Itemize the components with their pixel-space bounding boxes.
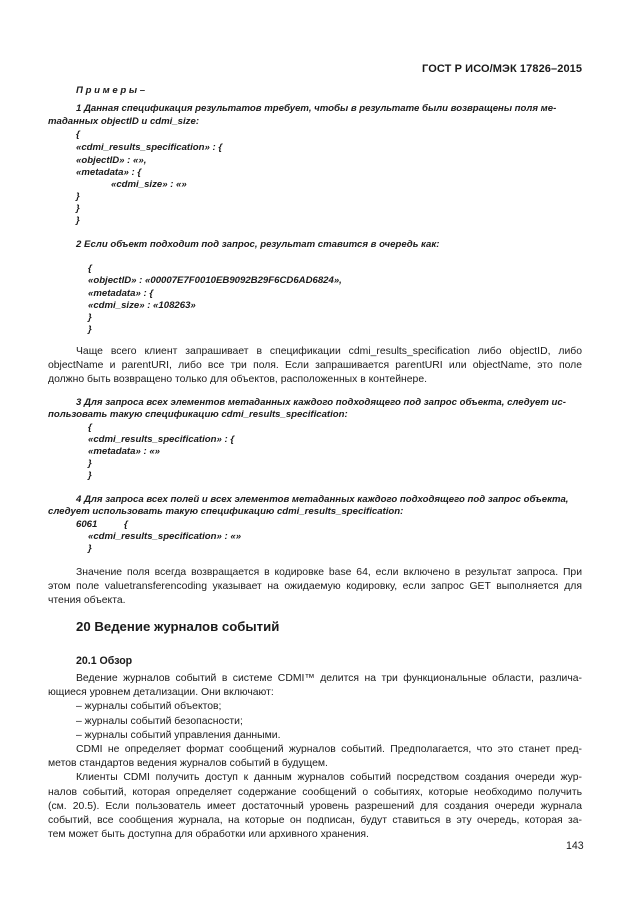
code-line: «metadata» : «» <box>88 446 160 457</box>
code-line: «objectID» : «», <box>76 155 147 166</box>
list-item: – журналы событий безопасности; <box>76 715 243 727</box>
paragraph <box>48 345 582 388</box>
section-title: 20 Ведение журналов событий <box>76 619 280 634</box>
text-line: налов событий, которая определяет содержание сообщений о событиях, которые необходимо получить <box>48 786 582 798</box>
code-line: «cdmi_size» : «» <box>111 179 187 190</box>
example1-text-line2: таданных objectID и cdmi_size: <box>48 116 200 127</box>
subsection-title: 20.1 Обзор <box>76 655 133 667</box>
code-line: «cdmi_results_specification» : { <box>88 434 235 445</box>
list-item: – журналы событий управления данными. <box>76 729 281 741</box>
text-line: этом поле valuetransferencoding указывает на ожидаемую кодировку, если запрос GET выполняется для <box>48 581 582 593</box>
text-line: Клиенты CDMI получить доступ к данным журналов событий посредством создания очереди жур- <box>76 772 582 784</box>
code-line: «metadata» : { <box>76 167 142 178</box>
text-line: (см. 20.5). Если пользователь имеет достаточный уровень разрешений для создания очереди журнала <box>48 800 582 812</box>
text-line: Ведение журналов событий в системе CDMI™ делится на три функциональные области, различа- <box>76 673 582 684</box>
code-line: { <box>76 129 80 140</box>
text-line: должно быть возвращено только для объектов, расположенных в контейнере. <box>48 374 428 386</box>
code-line: { <box>88 422 92 433</box>
code-line: «cdmi_results_specification» : { <box>76 142 223 153</box>
example1-text-line1: 1 Данная спецификация результатов требует, чтобы в результате были возвращены поля ме- <box>76 103 557 114</box>
code-line: { <box>88 263 92 274</box>
example3-text-line1: 3 Для запроса всех элементов метаданных каждого подходящего под запрос объекта, следует ис- <box>76 397 566 408</box>
text-line: CDMI не определяет формат сообщений журналов событий. Предполагается, что это станет пред- <box>76 744 582 756</box>
code-line: { <box>124 519 128 530</box>
text-line: Чаще всего клиент запрашивает в спецификации cdmi_results_specification либо objectID, либо <box>76 346 582 357</box>
code-line: «cdmi_results_specification» : «» <box>88 531 242 542</box>
code-line: «metadata» : { <box>88 288 154 299</box>
code-line: } <box>88 470 92 481</box>
text-line: метов стандартов ведения журналов событий в будущем. <box>48 758 328 770</box>
text-line: событий, все сообщения журнала, на которые он подписан, будут ставиться в эту очередь, которая за- <box>48 815 582 827</box>
code-line: } <box>88 324 92 335</box>
code-line: «cdmi_size» : «108263» <box>88 300 196 311</box>
code-number: 6061 <box>76 519 98 530</box>
example4-text-line1: 4 Для запроса всех полей и всех элементов метаданных каждого подходящего под запрос объекта, <box>76 494 569 505</box>
paragraph <box>48 672 582 842</box>
text-line: тем может быть доступна для обработки или архивного хранения. <box>48 829 369 841</box>
code-line: } <box>76 203 80 214</box>
text-line: чтения объекта. <box>48 595 126 607</box>
code-line: «objectID» : «00007E7F0010EB9092B29F6CD6AD6824», <box>88 275 342 286</box>
text-line: objectName и parentURI, либо все три поля. Если запрашивается parentURI или objectName, это поле <box>48 360 582 372</box>
list-item: – журналы событий объектов; <box>76 701 222 713</box>
example3-text-line2: пользовать такую спецификацию cdmi_results_specification: <box>48 409 348 420</box>
examples-title: П р и м е р ы – <box>76 85 146 96</box>
text-line: Значение поля всегда возвращается в кодировке base 64, если включено в результат запроса. При <box>76 567 582 578</box>
code-line: } <box>88 543 92 554</box>
example2-text: 2 Если объект подходит под запрос, результат ставится в очередь как: <box>76 239 440 250</box>
code-line: } <box>88 312 92 323</box>
code-line: } <box>76 215 80 226</box>
document-header: ГОСТ Р ИСО/МЭК 17826–2015 <box>422 63 583 75</box>
text-line: ющиеся уровнем детализации. Они включают: <box>48 687 274 699</box>
code-line: } <box>76 191 80 202</box>
page-number: 143 <box>566 840 584 852</box>
code-line: } <box>88 458 92 469</box>
paragraph <box>48 566 582 609</box>
example4-text-line2: следует использовать такую спецификацию cdmi_results_specification: <box>48 506 404 517</box>
